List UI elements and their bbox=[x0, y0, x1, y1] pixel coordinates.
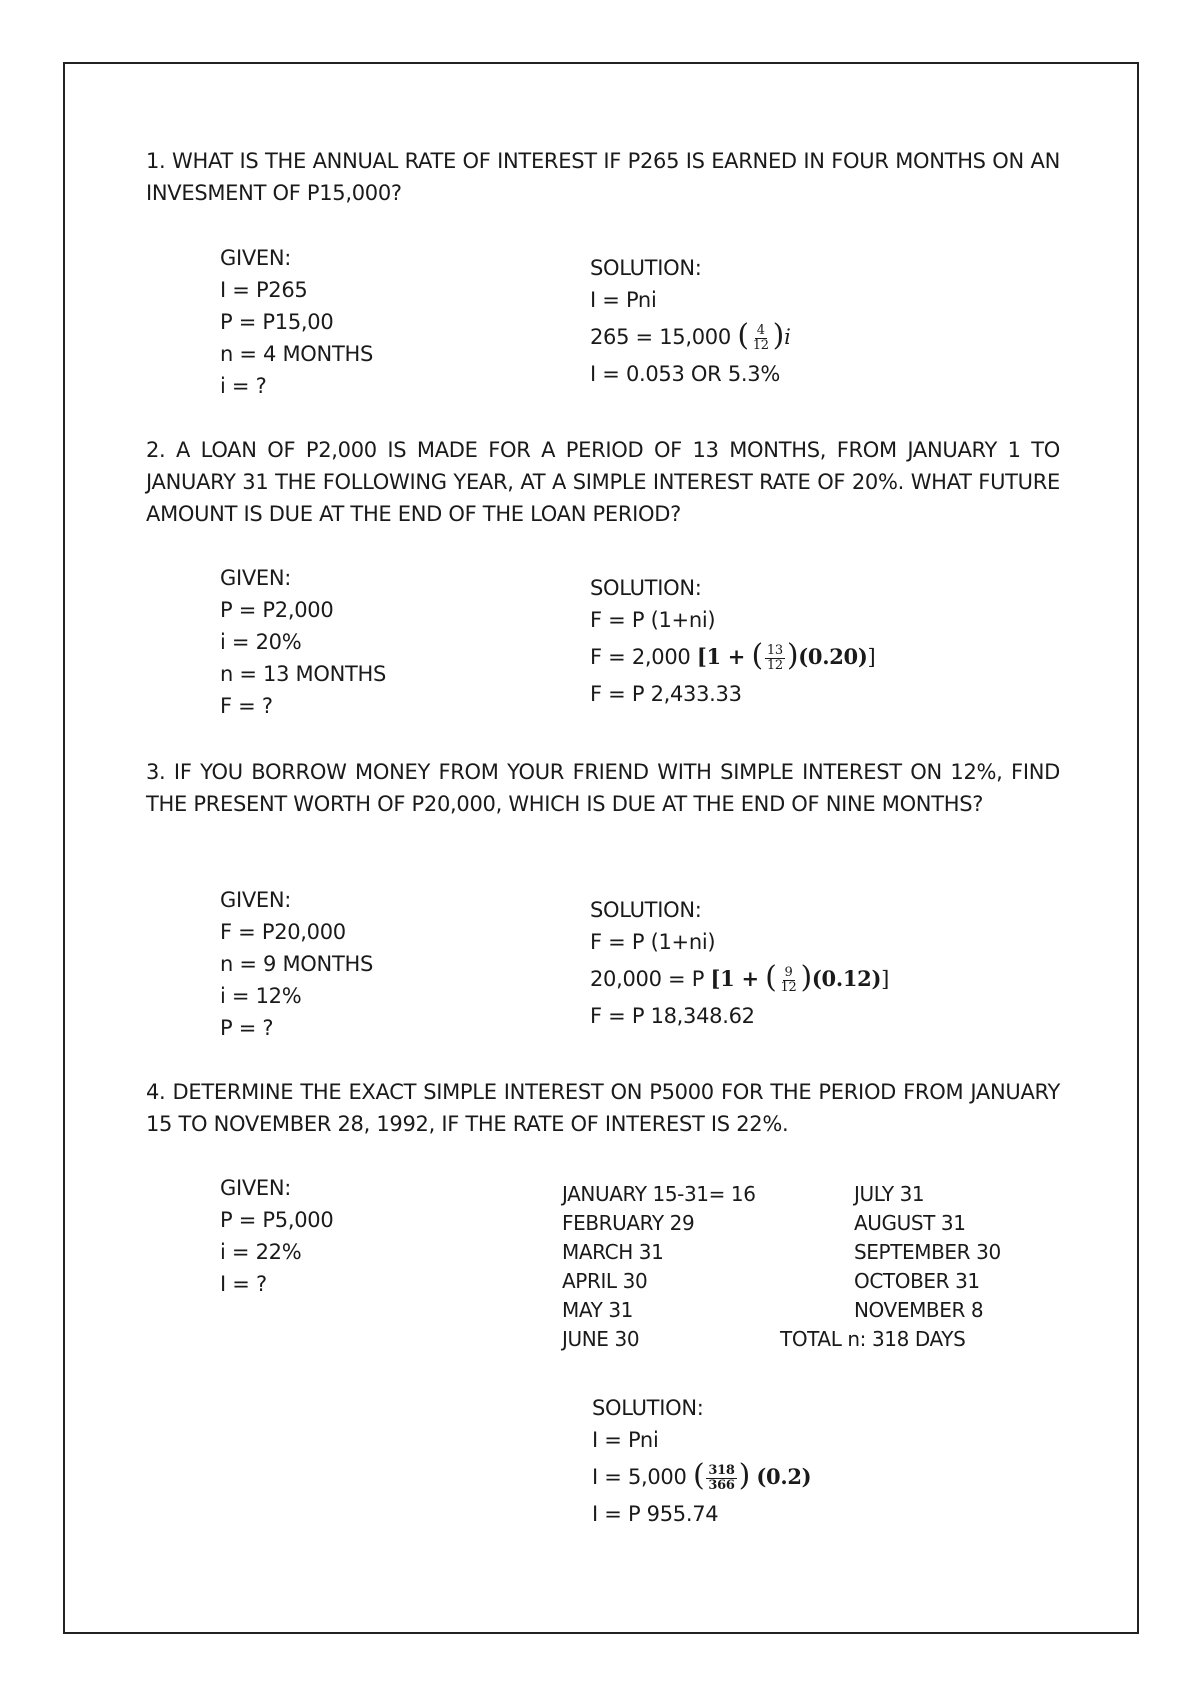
paren-open: ( bbox=[765, 960, 777, 995]
fraction bbox=[751, 324, 771, 353]
problem-1-solution bbox=[590, 252, 791, 390]
solution-substitution bbox=[590, 636, 875, 678]
bracket-close: ] bbox=[867, 645, 876, 669]
given-item: F = ? bbox=[220, 694, 273, 718]
solution-label: SOLUTION: bbox=[590, 256, 702, 280]
given-item: n = 4 MONTHS bbox=[220, 342, 373, 366]
solution-formula: I = Pni bbox=[590, 288, 657, 312]
month-days: MARCH 31 bbox=[562, 1240, 664, 1264]
given-item: P = ? bbox=[220, 1016, 274, 1040]
month-days: FEBRUARY 29 bbox=[562, 1211, 695, 1235]
substitution-prefix: F = 2,000 bbox=[590, 645, 691, 669]
month-days: OCTOBER 31 bbox=[854, 1269, 980, 1293]
solution-label: SOLUTION: bbox=[590, 576, 702, 600]
substitution-prefix: I = 5,000 bbox=[592, 1465, 687, 1489]
paren-open: ( bbox=[751, 638, 763, 673]
rate-term: (0.12) bbox=[811, 966, 882, 991]
given-item: i = 12% bbox=[220, 984, 302, 1008]
solution-label: SOLUTION: bbox=[592, 1396, 704, 1420]
given-item: P = P2,000 bbox=[220, 598, 334, 622]
month-days: JANUARY 15-31= 16 bbox=[562, 1182, 756, 1206]
paren-close: ) bbox=[772, 318, 785, 353]
fraction-denominator: 12 bbox=[766, 657, 783, 673]
rate-term: (0.20) bbox=[798, 644, 868, 669]
given-item: P = P15,00 bbox=[220, 310, 334, 334]
given-item: i = ? bbox=[220, 374, 267, 398]
solution-formula: I = Pni bbox=[592, 1428, 659, 1452]
rate-variable: i bbox=[784, 325, 791, 349]
substitution-prefix: 265 = 15,000 bbox=[590, 325, 731, 349]
solution-substitution bbox=[590, 316, 791, 358]
given-label: GIVEN: bbox=[220, 888, 292, 912]
bracket-open: [1 + bbox=[696, 644, 746, 669]
fraction-numerator: 9 bbox=[784, 964, 793, 980]
solution-label: SOLUTION: bbox=[590, 898, 702, 922]
paren-close: ) bbox=[738, 1458, 751, 1493]
given-item: i = 22% bbox=[220, 1240, 302, 1264]
month-days: AUGUST 31 bbox=[854, 1211, 966, 1235]
solution-result: I = P 955.74 bbox=[592, 1502, 719, 1526]
month-days: MAY 31 bbox=[562, 1298, 634, 1322]
paren-open: ( bbox=[692, 1458, 705, 1493]
problem-4-given bbox=[220, 1172, 333, 1300]
fraction-denominator: 12 bbox=[780, 979, 797, 995]
solution-substitution bbox=[592, 1456, 811, 1498]
given-item: I = P265 bbox=[220, 278, 308, 302]
problem-2-solution bbox=[590, 572, 875, 710]
paren-open: ( bbox=[737, 318, 749, 353]
bracket-close: ] bbox=[881, 967, 890, 991]
given-item: n = 9 MONTHS bbox=[220, 952, 373, 976]
given-item: i = 20% bbox=[220, 630, 302, 654]
solution-result: F = P 2,433.33 bbox=[590, 682, 742, 706]
solution-formula: F = P (1+ni) bbox=[590, 930, 716, 954]
fraction-numerator: 318 bbox=[708, 1462, 735, 1478]
month-days: JULY 31 bbox=[854, 1182, 925, 1206]
problem-2-given bbox=[220, 562, 386, 722]
month-days: JUNE 30 bbox=[562, 1327, 640, 1351]
given-item: n = 13 MONTHS bbox=[220, 662, 387, 686]
fraction-denominator: 12 bbox=[752, 337, 769, 353]
given-label: GIVEN: bbox=[220, 1176, 292, 1200]
month-days: APRIL 30 bbox=[562, 1269, 648, 1293]
given-label: GIVEN: bbox=[220, 566, 292, 590]
fraction bbox=[765, 644, 785, 673]
month-days: SEPTEMBER 30 bbox=[854, 1240, 1001, 1264]
fraction-numerator: 4 bbox=[756, 322, 765, 338]
problem-3-solution bbox=[590, 894, 889, 1032]
problem-2-question: 2. A LOAN OF P2,000 IS MADE FOR A PERIOD OF 13 MONTHS, FROM JANUARY 1 TO JANUARY 31 THE FOLLOWING YEAR, AT A SIMPLE INTEREST RATE OF 20%. WHAT FUTURE AMOUNT IS DUE AT THE END OF THE LOAN PERIOD? bbox=[146, 438, 1060, 526]
problem-4-solution bbox=[592, 1392, 811, 1530]
solution-formula: F = P (1+ni) bbox=[590, 608, 716, 632]
problem-4-question: 4. DETERMINE THE EXACT SIMPLE INTEREST ON P5000 FOR THE PERIOD FROM JANUARY 15 TO NOVEMBER 28, 1992, IF THE RATE OF INTEREST IS 22%. bbox=[146, 1080, 1060, 1136]
month-days: NOVEMBER 8 bbox=[854, 1298, 984, 1322]
paren-close: ) bbox=[786, 638, 799, 673]
problem-1-question: 1. WHAT IS THE ANNUAL RATE OF INTEREST IF P265 IS EARNED IN FOUR MONTHS ON AN INVESMENT OF P15,000? bbox=[146, 149, 1060, 205]
given-item: I = ? bbox=[220, 1272, 267, 1296]
given-item: P = P5,000 bbox=[220, 1208, 334, 1232]
fraction-denominator: 366 bbox=[708, 1477, 735, 1493]
total-days: TOTAL n: 318 DAYS bbox=[780, 1327, 966, 1351]
problem-1-given bbox=[220, 242, 373, 402]
rate-term: (0.2) bbox=[756, 1464, 812, 1489]
fraction bbox=[706, 1464, 736, 1493]
bracket-open: [1 + bbox=[710, 966, 759, 991]
solution-result: F = P 18,348.62 bbox=[590, 1004, 755, 1028]
given-label: GIVEN: bbox=[220, 246, 292, 270]
fraction bbox=[779, 966, 799, 995]
solution-substitution bbox=[590, 958, 889, 1000]
problem-3-given bbox=[220, 884, 373, 1044]
given-item: F = P20,000 bbox=[220, 920, 346, 944]
problem-3-question: 3. IF YOU BORROW MONEY FROM YOUR FRIEND WITH SIMPLE INTEREST ON 12%, FIND THE PRESENT WORTH OF P20,000, WHICH IS DUE AT THE END OF NINE MONTHS? bbox=[146, 760, 1060, 816]
paren-close: ) bbox=[800, 960, 812, 995]
solution-result: I = 0.053 OR 5.3% bbox=[590, 362, 780, 386]
substitution-prefix: 20,000 = P bbox=[590, 967, 705, 991]
fraction-numerator: 13 bbox=[766, 642, 783, 658]
